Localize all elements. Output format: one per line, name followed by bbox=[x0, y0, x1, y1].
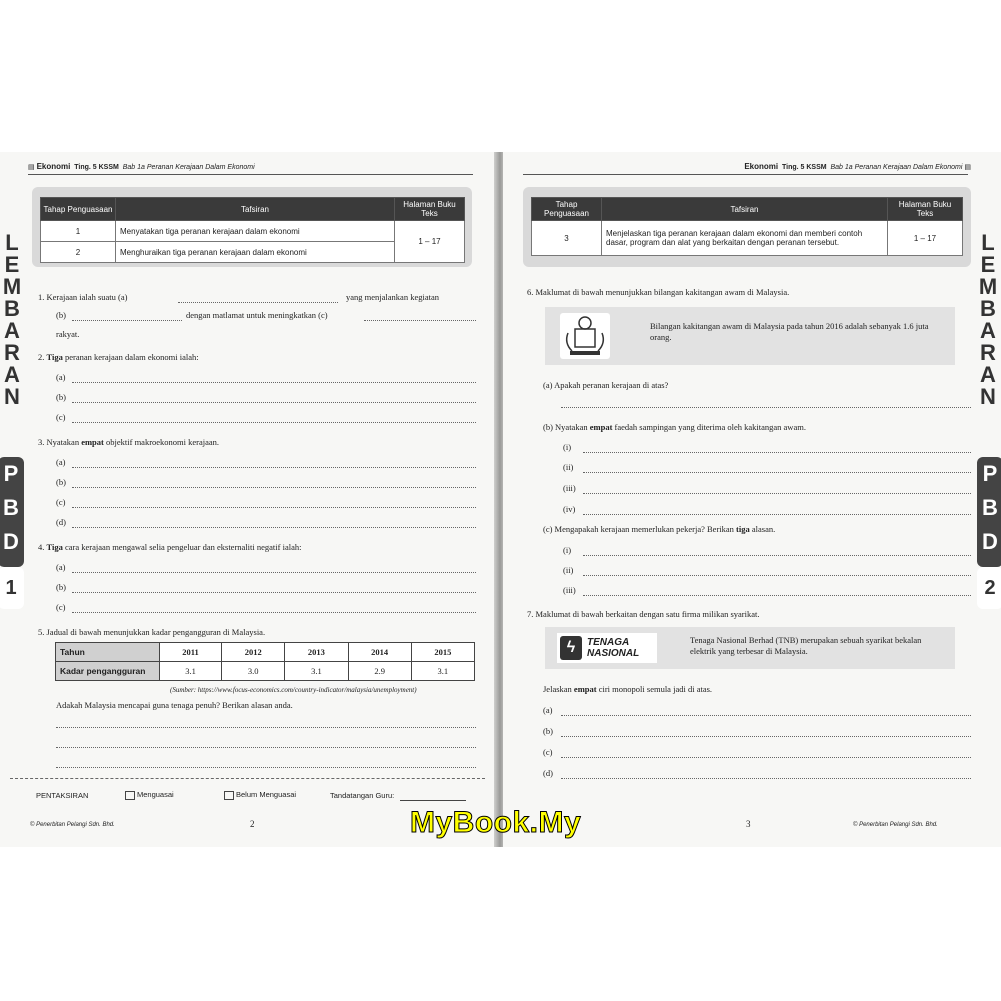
q3-item: (c) bbox=[56, 497, 66, 507]
q6-info-text: Bilangan kakitangan awam di Malaysia pada tahun 2016 adalah sebanyak 1.6 juta orang. bbox=[650, 321, 929, 342]
page-number: 2 bbox=[250, 819, 255, 829]
answer-line[interactable] bbox=[72, 507, 476, 508]
q6b-item: (iv) bbox=[563, 504, 576, 514]
header-rule bbox=[28, 174, 473, 175]
answer-line[interactable] bbox=[583, 452, 971, 453]
q7-item: (d) bbox=[543, 768, 553, 778]
th-tafsiran: Tafsiran bbox=[116, 198, 395, 221]
q3-item: (b) bbox=[56, 477, 66, 487]
answer-line[interactable] bbox=[72, 320, 182, 321]
q7-question: Jelaskan empat ciri monopoli semula jadi di atas. bbox=[543, 684, 713, 694]
answer-line[interactable] bbox=[583, 555, 971, 556]
side-pbd-tab: P B D bbox=[0, 457, 24, 567]
answer-line[interactable] bbox=[72, 422, 476, 423]
year-cell: 2012 bbox=[222, 643, 285, 662]
book-icon: ▤ bbox=[964, 164, 971, 171]
q6a-text: (a) Apakah peranan kerajaan di atas? bbox=[543, 380, 669, 390]
q6b-item: (iii) bbox=[563, 483, 576, 493]
answer-line[interactable] bbox=[561, 778, 971, 779]
left-header bbox=[28, 162, 255, 171]
q1-text: rakyat. bbox=[56, 329, 80, 339]
checkbox-icon[interactable] bbox=[224, 791, 234, 800]
rate-cell: 3.1 bbox=[285, 662, 348, 681]
q5-text: 5. Jadual di bawah menunjukkan kadar pengangguran di Malaysia. bbox=[38, 627, 266, 637]
answer-line[interactable] bbox=[72, 572, 476, 573]
right-header bbox=[744, 162, 971, 171]
answer-line[interactable] bbox=[72, 487, 476, 488]
table-header-cell: Kadar pengangguran bbox=[56, 662, 160, 681]
header-subject: Ekonomi bbox=[744, 162, 779, 171]
assessment-label: PENTAKSIRAN bbox=[36, 791, 89, 800]
answer-line[interactable] bbox=[561, 407, 971, 408]
q6c-item: (i) bbox=[563, 545, 572, 555]
answer-line[interactable] bbox=[72, 527, 476, 528]
year-cell: 2013 bbox=[285, 643, 348, 662]
table-row-desc: Menyatakan tiga peranan kerajaan dalam ekonomi bbox=[116, 221, 395, 242]
q7-item: (a) bbox=[543, 705, 553, 715]
q6b-text: (b) Nyatakan empat faedah sampingan yang diterima oleh kakitangan awam. bbox=[543, 422, 806, 432]
side-lembaran: L E M B A R A N bbox=[2, 230, 22, 409]
answer-line[interactable] bbox=[72, 402, 476, 403]
table-row-level: 1 bbox=[41, 221, 116, 242]
answer-line[interactable] bbox=[72, 467, 476, 468]
answer-line[interactable] bbox=[178, 302, 338, 303]
th-halaman: Halaman Buku Teks bbox=[888, 198, 963, 221]
q6c-item: (ii) bbox=[563, 565, 574, 575]
tahap-table bbox=[40, 197, 465, 263]
header-form: Ting. 5 KSSM bbox=[74, 164, 119, 171]
publisher-footer: © Penerbitan Pelangi Sdn. Bhd. bbox=[30, 822, 115, 828]
th-tafsiran: Tafsiran bbox=[602, 198, 888, 221]
q6-info-box bbox=[545, 307, 955, 365]
th-tahap: Tahap Penguasaan bbox=[41, 198, 116, 221]
answer-line[interactable] bbox=[583, 575, 971, 576]
side-number: 2 bbox=[977, 567, 1001, 609]
year-cell: 2015 bbox=[411, 643, 474, 662]
q4-item: (b) bbox=[56, 582, 66, 592]
right-page bbox=[503, 152, 1001, 847]
checkbox-menguasai[interactable]: Menguasai bbox=[125, 790, 174, 800]
header-form: Ting. 5 KSSM bbox=[782, 164, 827, 171]
answer-line[interactable] bbox=[56, 767, 476, 768]
book-icon: ▤ bbox=[28, 164, 35, 171]
q4-item: (a) bbox=[56, 562, 66, 572]
rate-cell: 3.1 bbox=[411, 662, 474, 681]
q3-text: 3. Nyatakan empat objektif makroekonomi kerajaan. bbox=[38, 437, 220, 447]
header-subject: Ekonomi bbox=[36, 162, 71, 171]
q7-item: (b) bbox=[543, 726, 553, 736]
q1-text: dengan matlamat untuk meningkatkan (c) bbox=[186, 310, 328, 320]
q4-text: 4. Tiga cara kerajaan mengawal selia pengeluar dan eksternaliti negatif ialah: bbox=[38, 542, 302, 552]
year-cell: 2014 bbox=[348, 643, 411, 662]
answer-line[interactable] bbox=[583, 472, 971, 473]
q7-item: (c) bbox=[543, 747, 553, 757]
answer-line[interactable] bbox=[364, 320, 476, 321]
table-row-level: 2 bbox=[41, 242, 116, 263]
tnb-logo bbox=[557, 633, 657, 663]
signature-line[interactable] bbox=[400, 800, 466, 801]
watermark-text: MyBook.My bbox=[410, 806, 582, 839]
answer-line[interactable] bbox=[583, 595, 971, 596]
th-halaman: Halaman Buku Teks bbox=[395, 198, 465, 221]
rate-cell: 3.0 bbox=[222, 662, 285, 681]
q7-text: 7. Maklumat di bawah berkaitan dengan satu firma milikan syarikat. bbox=[527, 609, 760, 619]
th-tahap: Tahap Penguasaan bbox=[532, 198, 602, 221]
side-pbd-tab: P B D bbox=[977, 457, 1001, 567]
checkbox-belum-menguasai[interactable]: Belum Menguasai bbox=[224, 790, 296, 800]
q2-item: (b) bbox=[56, 392, 66, 402]
table-row-level: 3 bbox=[532, 221, 602, 256]
table-row-desc: Menghuraikan tiga peranan kerajaan dalam ekonomi bbox=[116, 242, 395, 263]
header-chapter: Bab 1a Peranan Kerajaan Dalam Ekonomi bbox=[122, 164, 255, 171]
answer-line[interactable] bbox=[583, 514, 971, 515]
rate-cell: 3.1 bbox=[160, 662, 222, 681]
page-number: 3 bbox=[746, 819, 751, 829]
tnb-logo-text: TENAGA NASIONAL bbox=[587, 637, 640, 659]
header-rule bbox=[523, 174, 968, 175]
answer-line[interactable] bbox=[561, 715, 971, 716]
q6b-item: (ii) bbox=[563, 462, 574, 472]
q3-item: (a) bbox=[56, 457, 66, 467]
q5-question: Adakah Malaysia mencapai guna tenaga penuh? Berikan alasan anda. bbox=[56, 700, 293, 710]
table-pages: 1 – 17 bbox=[395, 221, 465, 263]
q1-text: yang menjalankan kegiatan bbox=[346, 292, 439, 302]
q1-label: (b) bbox=[56, 310, 66, 320]
lightning-icon: ϟ bbox=[560, 636, 582, 660]
cut-line bbox=[10, 778, 485, 779]
signature-label: Tandatangan Guru: bbox=[330, 791, 395, 800]
checkbox-icon[interactable] bbox=[125, 791, 135, 800]
assessment-row bbox=[36, 791, 88, 800]
q2-item: (c) bbox=[56, 412, 66, 422]
answer-line[interactable] bbox=[56, 747, 476, 748]
side-number: 1 bbox=[0, 567, 24, 609]
year-cell: 2011 bbox=[160, 643, 222, 662]
answer-line[interactable] bbox=[561, 757, 971, 758]
side-lembaran: L E M B A R A N bbox=[978, 230, 998, 409]
answer-line[interactable] bbox=[56, 727, 476, 728]
table-row-desc: Menjelaskan tiga peranan kerajaan dalam ekonomi dan memberi contoh dasar, program dan alat yang berkaitan dengan peranan tersebut. bbox=[602, 221, 888, 256]
answer-line[interactable] bbox=[583, 493, 971, 494]
answer-line[interactable] bbox=[72, 382, 476, 383]
q6b-item: (i) bbox=[563, 442, 572, 452]
answer-line[interactable] bbox=[561, 736, 971, 737]
publisher-footer: © Penerbitan Pelangi Sdn. Bhd. bbox=[853, 822, 938, 828]
q6c-text: (c) Mengapakah kerajaan memerlukan pekerja? Berikan tiga alasan. bbox=[543, 524, 776, 534]
left-page bbox=[0, 152, 497, 847]
q7-info-text: Tenaga Nasional Berhad (TNB) merupakan sebuah syarikat bekalan elektrik yang terbesar di Malaysia. bbox=[690, 635, 922, 656]
answer-line[interactable] bbox=[72, 612, 476, 613]
table-header-cell: Tahun bbox=[56, 643, 160, 662]
q7-info-box bbox=[545, 627, 955, 669]
q4-item: (c) bbox=[56, 602, 66, 612]
q3-item: (d) bbox=[56, 517, 66, 527]
answer-line[interactable] bbox=[72, 592, 476, 593]
q6c-item: (iii) bbox=[563, 585, 576, 595]
tahap-table bbox=[531, 197, 963, 256]
q1-text: 1. Kerajaan ialah suatu (a) bbox=[38, 292, 128, 302]
source-text: (Sumber: https://www.focus-economics.com/country-indicator/malaysia/unemployment) bbox=[170, 686, 417, 694]
book-spread bbox=[0, 152, 1001, 847]
rate-cell: 2.9 bbox=[348, 662, 411, 681]
q2-item: (a) bbox=[56, 372, 66, 382]
table-pages: 1 – 17 bbox=[888, 221, 963, 256]
header-chapter: Bab 1a Peranan Kerajaan Dalam Ekonomi bbox=[830, 164, 963, 171]
q6-text: 6. Maklumat di bawah menunjukkan bilangan kakitangan awam di Malaysia. bbox=[527, 287, 790, 297]
unemployment-table bbox=[55, 642, 475, 681]
coat-of-arms-icon bbox=[560, 313, 610, 359]
q2-text: 2. Tiga peranan kerajaan dalam ekonomi ialah: bbox=[38, 352, 199, 362]
